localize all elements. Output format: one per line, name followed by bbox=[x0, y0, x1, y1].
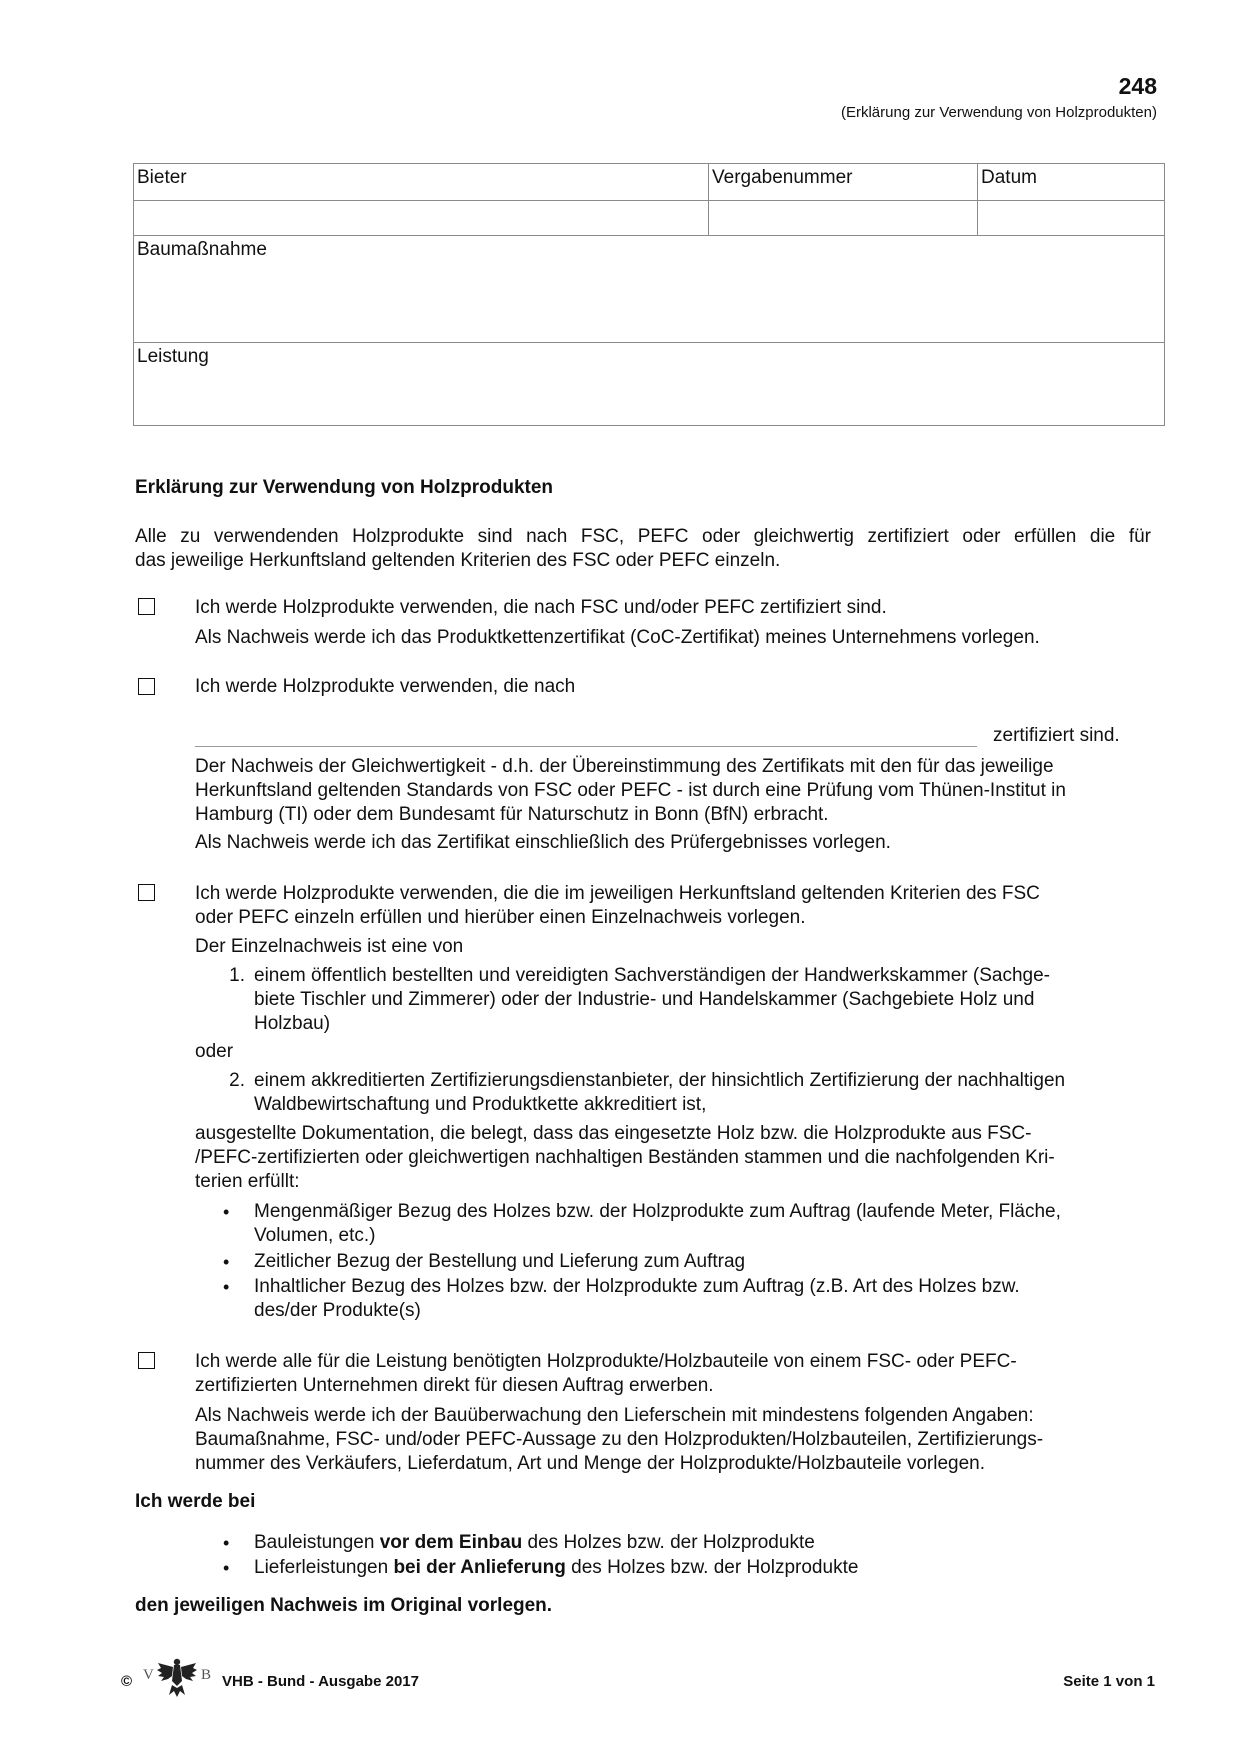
option4-line-1: Ich werde alle für die Leistung benötigten Holzprodukte/Holzbauteile von einem FSC- oder PEFC- bbox=[195, 1351, 1017, 1372]
section-title: Erklärung zur Verwendung von Holzprodukten bbox=[135, 477, 554, 498]
footer-edition: VHB - Bund - Ausgabe 2017 bbox=[222, 1673, 419, 1690]
leistung-field[interactable] bbox=[134, 343, 1165, 426]
option4-line-2: zertifizierten Unternehmen direkt für diesen Auftrag erwerben. bbox=[195, 1375, 714, 1396]
datum-field[interactable] bbox=[978, 201, 1165, 236]
oder-text: oder bbox=[195, 1041, 234, 1062]
criteria-item-1-line-1: Mengenmäßiger Bezug des Holzes bzw. der Holzprodukte zum Auftrag (laufende Meter, Fläche, bbox=[254, 1201, 1061, 1222]
criteria-item-2: Zeitlicher Bezug der Bestellung und Lieferung zum Auftrag bbox=[254, 1251, 746, 1272]
eagle-icon bbox=[155, 1655, 199, 1699]
datum-label: Datum bbox=[981, 167, 1037, 188]
list-item-1-line-3: Holzbau) bbox=[254, 1013, 331, 1034]
baumassnahme-field[interactable] bbox=[134, 236, 1165, 343]
option2-para-line-1: Der Nachweis der Gleichwertigkeit - d.h. der Übereinstimmung des Zertifikats mit den für das jeweilige bbox=[195, 756, 1054, 777]
list-item-2-line-1: einem akkreditierten Zertifizierungsdienstanbieter, der hinsichtlich Zertifizierung der nachhaltigen bbox=[254, 1070, 1066, 1091]
bieter-field-cont[interactable] bbox=[134, 201, 709, 236]
option3-line-3: Der Einzelnachweis ist eine von bbox=[195, 936, 464, 957]
closing-bullet-2-bold: bei der Anlieferung bbox=[393, 1557, 566, 1578]
option2-suffix: zertifiziert sind. bbox=[993, 725, 1120, 746]
logo-letter-b: B bbox=[201, 1667, 212, 1683]
option4-checkbox[interactable] bbox=[138, 1352, 155, 1369]
option2-line-1: Ich werde Holzprodukte verwenden, die nach bbox=[195, 676, 576, 697]
option3-checkbox[interactable] bbox=[138, 884, 155, 901]
form-number: 248 bbox=[1118, 73, 1157, 99]
vergabenummer-label-cell bbox=[709, 164, 978, 201]
closing-bullet-1 bbox=[254, 1531, 815, 1555]
list-number-1: 1. bbox=[229, 965, 245, 986]
bullet-glyph: • bbox=[223, 1202, 230, 1222]
vergabenummer-field[interactable] bbox=[709, 201, 978, 236]
bullet-glyph: • bbox=[223, 1533, 230, 1553]
option3-line-1: Ich werde Holzprodukte verwenden, die die im jeweiligen Herkunftsland geltenden Kriterien des FSC bbox=[195, 883, 1040, 904]
option1-checkbox[interactable] bbox=[138, 598, 155, 615]
option4-line-5: nummer des Verkäufers, Lieferdatum, Art und Menge der Holzprodukte/Holzbauteile vorlegen. bbox=[195, 1453, 985, 1474]
bieter-field[interactable] bbox=[134, 164, 709, 201]
option4-line-3: Als Nachweis werde ich der Bauüberwachung den Lieferschein mit mindestens folgenden Angaben: bbox=[195, 1405, 1034, 1426]
bullet-glyph: • bbox=[223, 1558, 230, 1578]
intro-line-1: Alle zu verwendenden Holzprodukte sind nach FSC, PEFC oder gleichwertig zertifiziert oder erfüllen die für bbox=[135, 526, 1151, 547]
intro-line-2: das jeweilige Herkunftsland geltenden Kriterien des FSC oder PEFC einzeln. bbox=[135, 550, 781, 571]
closing-bullet-2-post: des Holzes bzw. der Holzprodukte bbox=[565, 1557, 859, 1578]
option2-para-line-2: Herkunftsland geltenden Standards von FSC oder PEFC - ist durch eine Prüfung vom Thünen-Institut in bbox=[195, 780, 1066, 801]
footer-page-number: Seite 1 von 1 bbox=[1063, 1673, 1155, 1690]
closing-bullet-1-post: des Holzes bzw. der Holzprodukte bbox=[522, 1532, 815, 1553]
closing-final: den jeweiligen Nachweis im Original vorlegen. bbox=[135, 1595, 553, 1616]
option1-line-2: Als Nachweis werde ich das Produktkettenzertifikat (CoC-Zertifikat) meines Unternehmens vorlegen. bbox=[195, 627, 1040, 648]
list-number-2: 2. bbox=[229, 1070, 245, 1091]
vhb-eagle-logo bbox=[141, 1655, 215, 1699]
criteria-item-1-line-2: Volumen, etc.) bbox=[254, 1225, 376, 1246]
option3-line-2: oder PEFC einzeln erfüllen und hierüber einen Einzelnachweis vorlegen. bbox=[195, 907, 806, 928]
baumassnahme-label: Baumaßnahme bbox=[137, 239, 267, 260]
list-item-1-line-2: biete Tischler und Zimmerer) oder der Industrie- und Handelskammer (Sachgebiete Holz und bbox=[254, 989, 1035, 1010]
list-item-2-line-2: Waldbewirtschaftung und Produktkette akkreditiert ist, bbox=[254, 1094, 707, 1115]
vergabenummer-label: Vergabenummer bbox=[712, 167, 853, 188]
leistung-label: Leistung bbox=[137, 346, 209, 367]
copyright-symbol: © bbox=[121, 1673, 133, 1690]
option1-line-1: Ich werde Holzprodukte verwenden, die nach FSC und/oder PEFC zertifiziert sind. bbox=[195, 597, 887, 618]
option4-line-4: Baumaßnahme, FSC- und/oder PEFC-Aussage zu den Holzprodukten/Holzbauteilen, Zertifizierungs- bbox=[195, 1429, 1044, 1450]
list-item-1-line-1: einem öffentlich bestellten und vereidigten Sachverständigen der Handwerkskammer (Sachge- bbox=[254, 965, 1050, 986]
bullet-glyph: • bbox=[223, 1252, 230, 1272]
closing-bullet-2 bbox=[254, 1556, 858, 1580]
criteria-item-3-line-1: Inhaltlicher Bezug des Holzes bzw. der Holzprodukte zum Auftrag (z.B. Art des Holzes bzw. bbox=[254, 1276, 1020, 1297]
documentation-line-3: terien erfüllt: bbox=[195, 1171, 300, 1192]
criteria-item-3-line-2: des/der Produkte(s) bbox=[254, 1300, 421, 1321]
logo-letter-v: V bbox=[143, 1667, 154, 1683]
documentation-line-2: /PEFC-zertifizierten oder gleichwertigen nachhaltigen Beständen stammen und die nachfolgenden Kri- bbox=[195, 1147, 1055, 1168]
form-subtitle: (Erklärung zur Verwendung von Holzprodukten) bbox=[840, 104, 1157, 121]
closing-bullet-1-bold: vor dem Einbau bbox=[379, 1532, 523, 1553]
option2-checkbox[interactable] bbox=[138, 678, 155, 695]
documentation-line-1: ausgestellte Dokumentation, die belegt, dass das eingesetzte Holz bzw. die Holzprodukte aus FSC- bbox=[195, 1123, 1032, 1144]
closing-bullet-1-pre: Bauleistungen bbox=[254, 1532, 380, 1553]
closing-bullet-2-pre: Lieferleistungen bbox=[254, 1557, 394, 1578]
option2-para-line-4: Als Nachweis werde ich das Zertifikat einschließlich des Prüfergebnisses vorlegen. bbox=[195, 832, 891, 853]
certification-standard-field[interactable] bbox=[195, 746, 977, 747]
bullet-glyph: • bbox=[223, 1277, 230, 1297]
datum-label-cell bbox=[978, 164, 1165, 201]
closing-title: Ich werde bei bbox=[135, 1491, 256, 1512]
header-table bbox=[133, 163, 1165, 426]
bieter-label: Bieter bbox=[137, 167, 187, 188]
option2-para-line-3: Hamburg (TI) oder dem Bundesamt für Naturschutz in Bonn (BfN) erbracht. bbox=[195, 804, 829, 825]
